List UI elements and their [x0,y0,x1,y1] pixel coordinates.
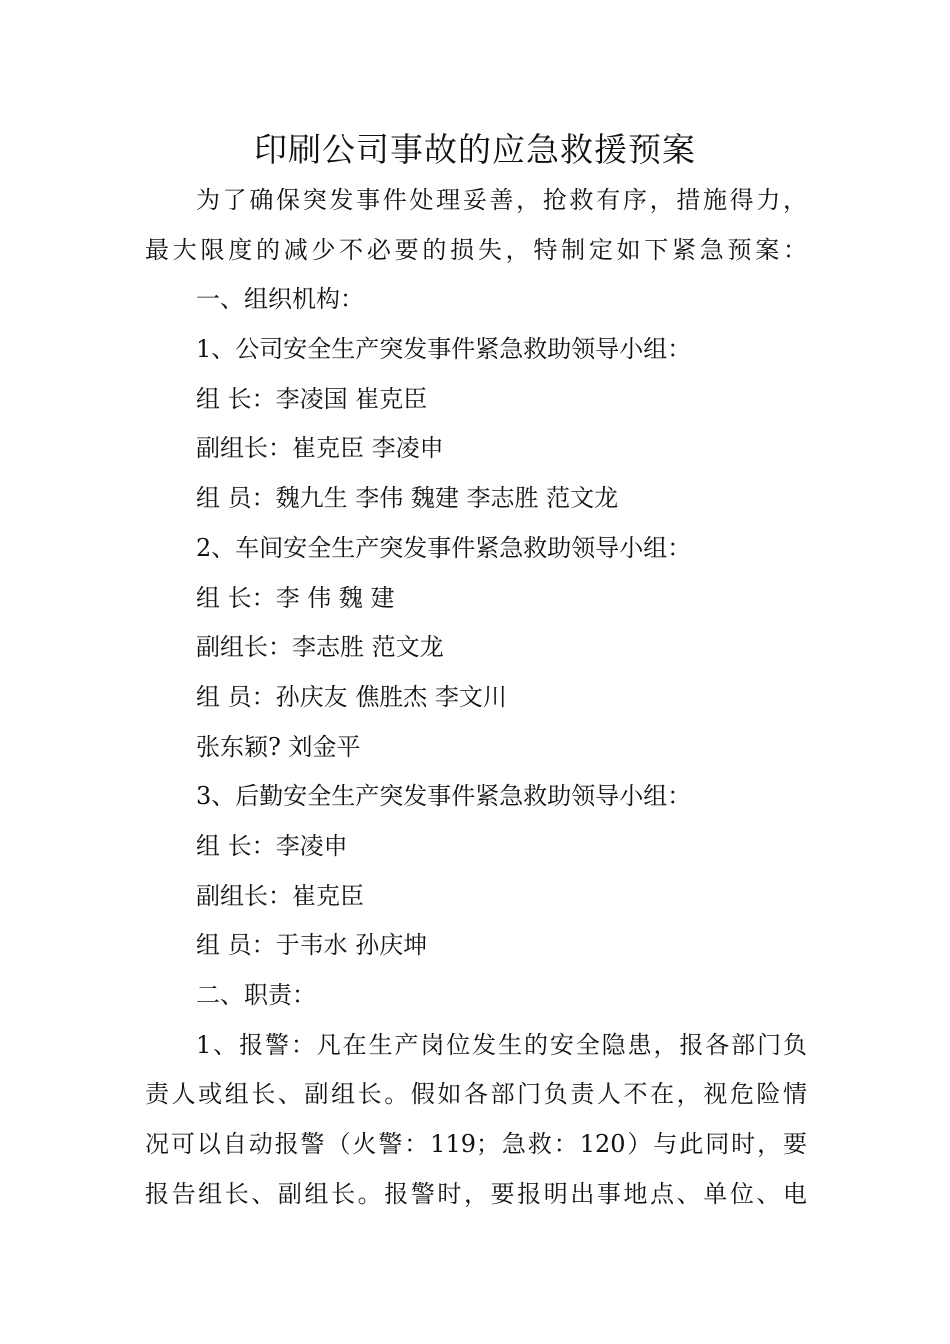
member-line: 组 员：魏九生 李伟 魏建 李志胜 范文龙 [196,484,619,513]
paragraph-line: 为了确保突发事件处理妥善，抢救有序，措施得力， [196,186,807,214]
group-heading: 1、公司安全生产突发事件紧急救助领导小组： [196,335,692,364]
member-line: 副组长：崔克臣 [196,881,364,910]
paragraph-line: 报告组长、副组长。报警时，要报明出事地点、单位、电 [145,1179,807,1208]
member-line: 组 员：于韦水 孙庆坤 [196,931,428,960]
paragraph-line: 况可以自动报警（火警：119；急救：120）与此同时，要 [145,1130,807,1159]
member-line: 张东颖? 刘金平 [196,732,361,761]
member-line: 组 长：李凌申 [196,831,348,860]
section-heading: 二、职责： [196,981,316,1009]
member-line: 组 员：孙庆友 僬胜杰 李文川 [196,682,507,711]
group-heading: 2、车间安全生产突发事件紧急救助领导小组： [196,533,692,562]
member-line: 副组长：崔克臣 李凌申 [196,434,444,463]
paragraph-line: 责人或组长、副组长。假如各部门负责人不在，视危险情 [145,1080,807,1109]
member-line: 组 长：李 伟 魏 建 [196,583,395,612]
section-heading: 一、组织机构： [196,285,364,314]
paragraph-line: 1、报警：凡在生产岗位发生的安全隐患，报各部门负 [196,1030,807,1059]
paragraph-line: 最大限度的减少不必要的损失，特制定如下紧急预案： [145,235,807,264]
document-body [145,176,807,1219]
member-line: 副组长：李志胜 范文龙 [196,633,444,662]
member-line: 组 长：李凌国 崔克臣 [196,384,428,413]
group-heading: 3、后勤安全生产突发事件紧急救助领导小组： [196,782,692,811]
document-title: 印刷公司事故的应急救援预案 [254,130,696,169]
